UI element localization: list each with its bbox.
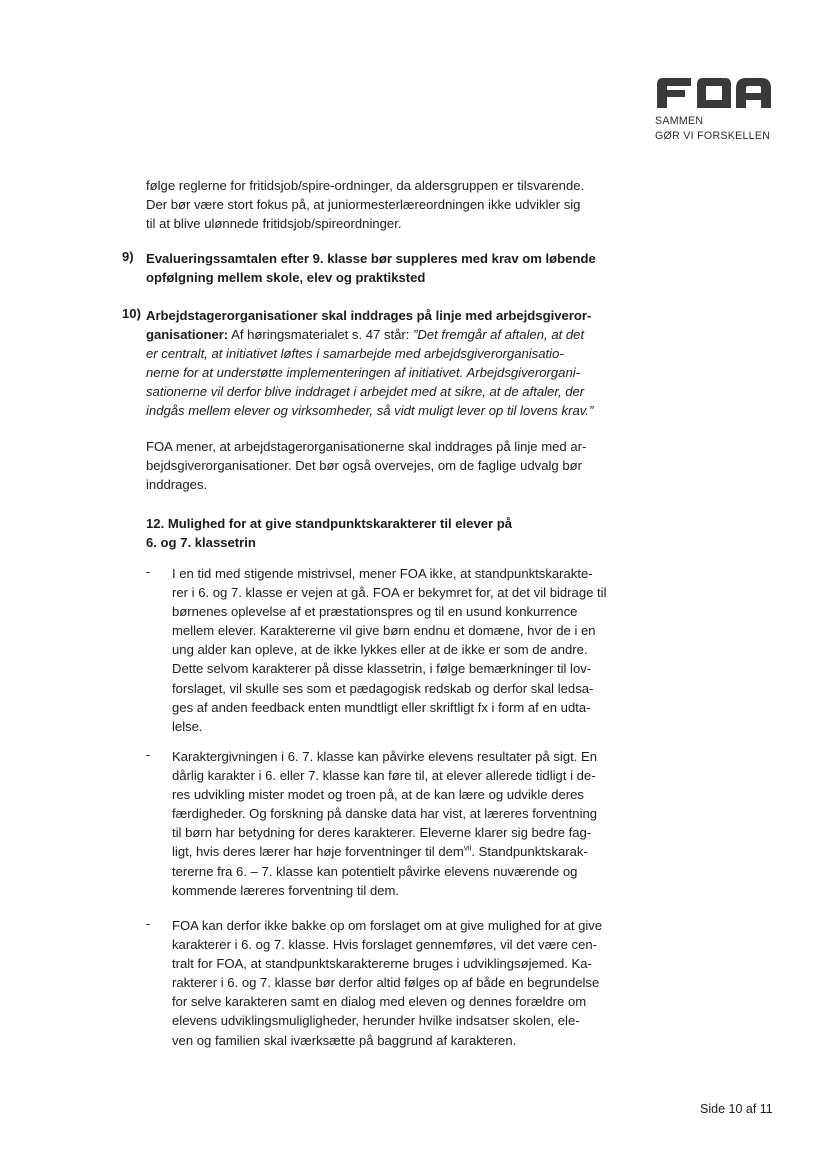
item-9-number: 9) — [122, 249, 134, 264]
text-line: børnenes oplevelse af et præstationspres og til en usund konkurrence — [172, 604, 578, 620]
text-line: færdigheder. Og forskning på danske data har vist, at læreres forventning — [172, 806, 598, 822]
heading-tail: ganisationer: — [146, 327, 229, 343]
text-line: inddrages. — [146, 477, 208, 493]
text-line: ges af anden feedback enten mundtligt eller skriftligt fx i form af en udta- — [172, 699, 591, 715]
text-line: FOA kan derfor ikke bakke op om forslaget om at give mulighed for at give — [172, 918, 603, 933]
text-line-with-endnote — [172, 842, 612, 861]
source-reference: Af høringsmaterialet s. 47 står: — [228, 327, 414, 343]
text-line: ven og familien skal iværksætte på baggrund af karakteren. — [172, 1032, 517, 1048]
text-line: for selve karakteren samt en dialog med eleven og dennes forældre om — [172, 994, 587, 1010]
bullet-item-2 — [172, 747, 612, 900]
text-line: bejdsgiverorganisationer. Det bør også overvejes, om de faglige udvalg bør — [146, 458, 582, 474]
text-line: rer i 6. og 7. klasse er vejen at gå. FOA er bekymret for, at det vil bidrage til — [172, 585, 607, 601]
page-number: Side 10 af 11 — [700, 1102, 773, 1116]
bullet-item-1 — [172, 564, 612, 736]
text-line: I en tid med stigende mistrivsel, mener FOA ikke, at standpunktskarakte- — [172, 566, 593, 581]
quote-line: indgås mellem elever og virksomheder, så vidt muligt lever op til lovens krav.” — [146, 403, 594, 419]
tagline-line-1: SAMMEN — [655, 115, 704, 127]
bullet-dash: - — [146, 564, 151, 579]
foa-logo — [655, 76, 779, 144]
bullet-dash: - — [146, 747, 151, 762]
text-line: følge reglerne for fritidsjob/spire-ordninger, da aldersgruppen er tilsvarende. — [146, 178, 585, 193]
text-line: Der bør være stort fokus på, at juniormesterlæreordningen ikke udvikler sig — [146, 197, 581, 213]
text-line: til børn har betydning for deres karakterer. Eleverne klarer sig bedre fag- — [172, 825, 592, 841]
logo-tagline — [655, 114, 779, 144]
endnote-reference[interactable]: vii — [463, 844, 472, 854]
heading-line: opfølgning mellem skole, elev og praktiksted — [146, 270, 426, 286]
text-line: kommende læreres forventning til dem. — [172, 882, 400, 898]
quote-start: ”Det fremgår af aftalen, at det — [413, 327, 585, 343]
tagline-line-2: GØR VI FORSKELLEN — [655, 130, 771, 142]
item-10-number: 10) — [122, 306, 141, 321]
text-line: elevens udviklingsmuligligheder, herunder hvilke indsatser skolen, ele- — [172, 1013, 580, 1029]
quote-line: sationerne vil derfor blive inddraget i arbejdet med at sikre, at de aftaler, der — [146, 384, 585, 400]
item-9-heading — [146, 249, 610, 287]
text-line: rakterer i 6. og 7. klasse bør derfor altid følges op af både en begrundelse — [172, 975, 600, 991]
text-line: tralt for FOA, at standpunktskaraktererne bruges i udviklingsøjemed. Ka- — [172, 956, 592, 972]
heading-line: 6. og 7. klassetrin — [146, 535, 256, 551]
text-line: tererne fra 6. – 7. klasse kan potentielt påvirke elevens nuværende og — [172, 863, 578, 879]
item-10-opinion — [146, 437, 610, 494]
foa-logo-mark — [655, 76, 773, 108]
mixed-line — [146, 325, 610, 344]
line-end: . Standpunktskarak- — [471, 844, 588, 860]
text-line: mellem elever. Karaktererne vil give børn endnu et domæne, hvor de i en — [172, 623, 596, 639]
bullet-dash: - — [146, 916, 151, 931]
heading-line: 12. Mulighed for at give standpunktskarakterer til elever på — [146, 516, 513, 531]
heading-line: Evalueringssamtalen efter 9. klasse bør suppleres med krav om løbende — [146, 251, 596, 266]
text-line: karakterer i 6. og 7. klasse. Hvis forslaget gennemføres, vil det være cen- — [172, 937, 597, 953]
text-line: ung alder kan opleve, at de ikke lykkes eller at de ikke er som de andre. — [172, 642, 588, 658]
quote-line: er centralt, at initiativet løftes i samarbejde med arbejdsgiverorganisatio- — [146, 346, 564, 362]
line-start: ligt, hvis deres lærer har høje forventninger til dem — [172, 844, 464, 860]
text-line: Dette selvom karakterer på disse klassetrin, i følge bemærkninger til lov- — [172, 661, 592, 677]
text-line: FOA mener, at arbejdstagerorganisationerne skal inddrages på linje med ar- — [146, 439, 587, 454]
text-line: forslaget, vil skulle ses som et pædagogisk redskab og derfor skal ledsa- — [172, 680, 594, 696]
quote-line: nerne for at understøtte implementeringen af initiativet. Arbejdsgiverorgani- — [146, 365, 581, 381]
item-10-paragraph — [146, 306, 610, 421]
text-line: res udvikling mister modet og troen på, at de kan lære og udvikle deres — [172, 787, 584, 803]
text-line: dårlig karakter i 6. eller 7. klasse kan føre til, at elever allerede tidligt i de- — [172, 768, 596, 784]
text-line: til at blive ulønnede fritidsjob/spireordninger. — [146, 216, 402, 232]
text-line: Karaktergivningen i 6. 7. klasse kan påvirke elevens resultater på sigt. En — [172, 749, 598, 764]
intro-paragraph — [146, 176, 610, 233]
bullet-item-3 — [172, 916, 612, 1050]
text-line: lelse. — [172, 718, 203, 734]
section-12-heading — [146, 514, 610, 552]
heading-line: Arbejdstagerorganisationer skal inddrages på linje med arbejdsgiveror- — [146, 308, 592, 323]
